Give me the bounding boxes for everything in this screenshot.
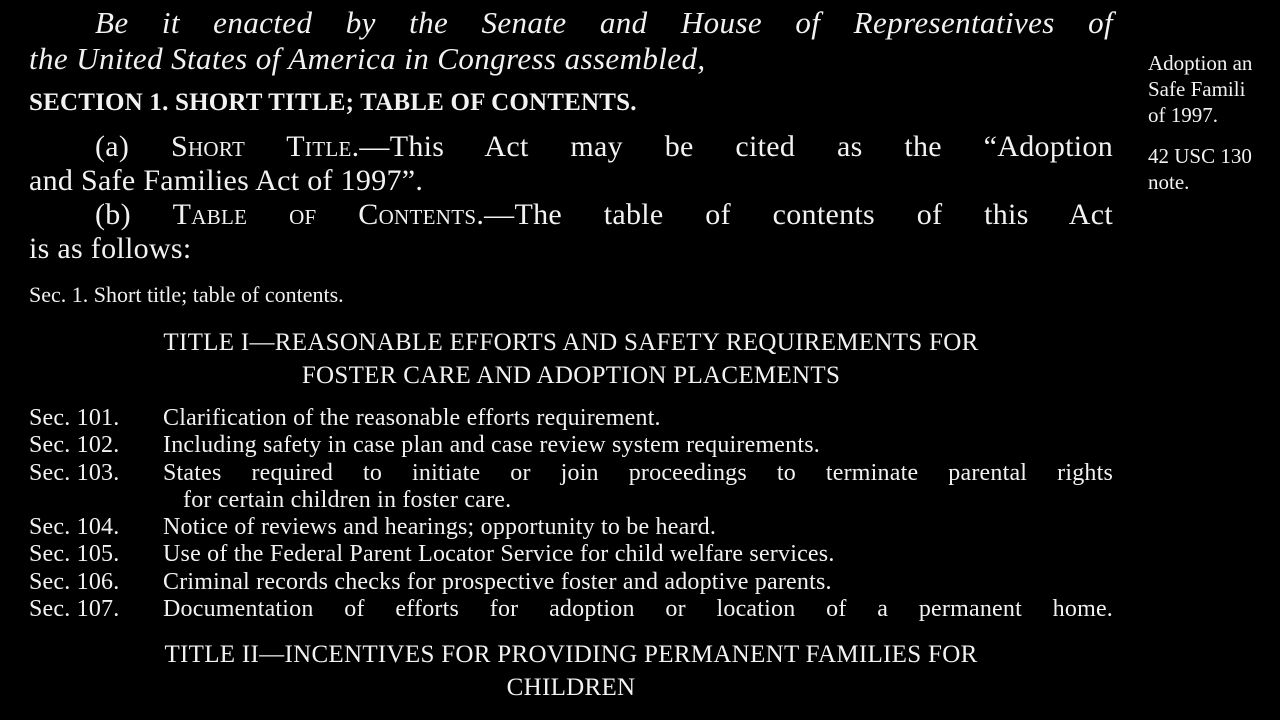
subsection-b-heading: Table of Contents. <box>172 198 485 231</box>
toc-row <box>29 596 1113 623</box>
margin-note-line-2: Safe Famili <box>1148 77 1246 101</box>
section-1-heading: SECTION 1. SHORT TITLE; TABLE OF CONTENTS. <box>29 89 637 116</box>
margin-note <box>1148 50 1280 195</box>
margin-note-usc-line-1: 42 USC 130 <box>1148 144 1252 168</box>
subsection-a-heading: Short Title. <box>170 130 360 163</box>
toc-row <box>29 432 1113 459</box>
title-2-heading-line-2: CHILDREN <box>506 674 636 702</box>
toc-section-number: Sec. 104. <box>29 514 120 541</box>
toc-section-number: Sec. 105. <box>29 541 120 568</box>
title-1-heading-line-2: FOSTER CARE AND ADOPTION PLACEMENTS <box>301 362 841 389</box>
subsection-a-marker: (a) <box>95 130 130 163</box>
bill-page <box>29 0 1113 704</box>
title-1-heading <box>29 326 1113 392</box>
toc-section-number: Sec. 103. <box>29 459 120 486</box>
subsection-b-continuation: is as follows: <box>29 232 192 265</box>
toc-section-text-continuation: for certain children in foster care. <box>183 486 512 513</box>
toc-section-text: States required to initiate or join proceedings to terminate parental rights <box>163 459 1113 486</box>
subsection-a <box>29 130 1113 198</box>
toc-section-text: Documentation of efforts for adoption or location of a permanent home. <box>163 596 1113 623</box>
subsection-b <box>29 198 1113 266</box>
toc-row <box>29 569 1113 596</box>
toc-section-text-block <box>163 460 1113 515</box>
toc-row <box>29 514 1113 541</box>
subsection-b-marker: (b) <box>95 198 131 231</box>
subsection-a-text: —This Act may be cited as the “Adoption <box>359 130 1113 163</box>
title-1-heading-line-1: TITLE I—REASONABLE EFFORTS AND SAFETY REQUIREMENTS FOR <box>163 329 979 356</box>
margin-note-usc-line-2: note. <box>1148 170 1190 194</box>
toc-section-text: Use of the Federal Parent Locator Service for child welfare services. <box>163 541 835 568</box>
subsection-b-first-line <box>29 198 1113 232</box>
enacting-clause <box>29 5 1113 77</box>
toc-section-text: Notice of reviews and hearings; opportunity to be heard. <box>163 514 717 541</box>
margin-note-line-1: Adoption an <box>1148 51 1253 75</box>
margin-note-line-3: of 1997. <box>1148 103 1218 127</box>
toc-row <box>29 541 1113 568</box>
toc-section-number: Sec. 107. <box>29 596 120 623</box>
enacting-clause-line-2: the United States of America in Congress assembled, <box>29 41 706 76</box>
toc-row <box>29 405 1113 432</box>
title-2-heading-line-1: TITLE II—INCENTIVES FOR PROVIDING PERMANENT FAMILIES FOR <box>164 641 978 669</box>
toc-section-number: Sec. 102. <box>29 432 120 459</box>
title-2-heading <box>29 638 1113 704</box>
toc-section-text: Criminal records checks for prospective foster and adoptive parents. <box>163 568 832 595</box>
toc-section-number: Sec. 101. <box>29 405 120 431</box>
toc-section-number: Sec. 106. <box>29 568 120 595</box>
title-1-toc <box>29 405 1113 623</box>
toc-section-text: Including safety in case plan and case review system requirements. <box>163 432 820 459</box>
toc-row <box>29 460 1113 515</box>
subsection-a-first-line <box>29 130 1113 164</box>
subsection-b-text: —The table of contents of this Act <box>484 198 1113 231</box>
toc-section-1: Sec. 1. Short title; table of contents. <box>29 282 344 307</box>
toc-section-text: Clarification of the reasonable efforts requirement. <box>163 405 661 431</box>
subsection-a-continuation: and Safe Families Act of 1997”. <box>29 164 424 197</box>
enacting-clause-line-1: Be it enacted by the Senate and House of Representatives of <box>95 5 1113 40</box>
